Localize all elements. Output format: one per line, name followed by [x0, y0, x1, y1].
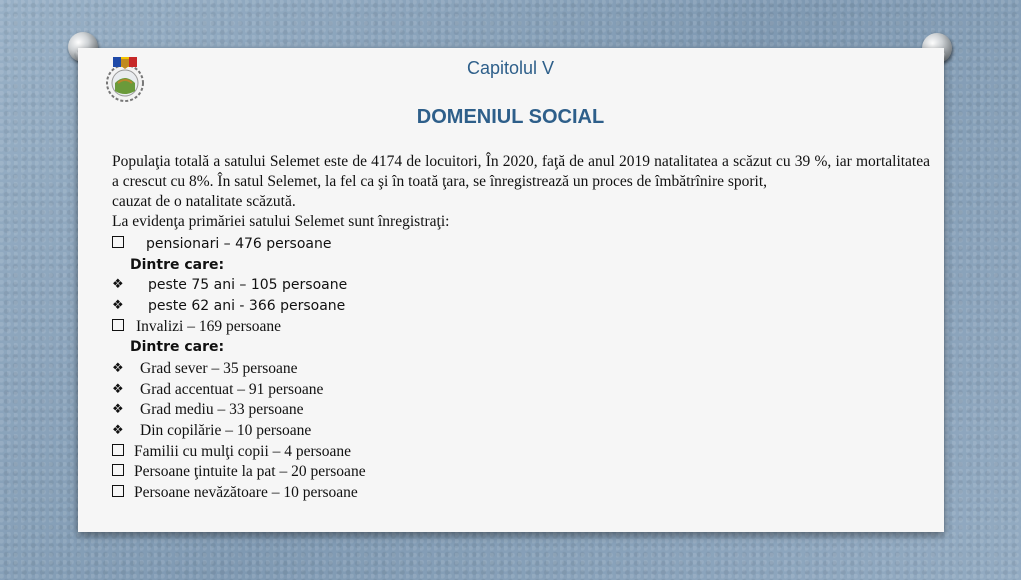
four-diamond-icon: ❖ — [112, 276, 124, 292]
list-item-text: Grad mediu – 33 persoane — [140, 401, 304, 418]
four-diamond-icon: ❖ — [112, 422, 124, 438]
checkbox-square-icon — [112, 444, 124, 456]
sublist-heading: Dintre care: — [130, 257, 225, 273]
list-item — [112, 381, 323, 399]
checkbox-square-icon — [112, 236, 124, 248]
list-item — [112, 422, 311, 440]
page-title: DOMENIUL SOCIAL — [416, 106, 605, 128]
four-diamond-icon: ❖ — [112, 401, 124, 417]
list-item — [112, 401, 304, 419]
list-item — [112, 360, 298, 378]
list-item — [112, 318, 281, 336]
list-item-text: Invalizi – 169 persoane — [136, 318, 282, 335]
registry-text: La evidenţa primăriei satului Selemet sunt înregistraţi: — [112, 213, 450, 230]
list-item-text: Persoane ţintuite la pat – 20 persoane — [134, 463, 366, 480]
checkbox-square-icon — [112, 464, 124, 476]
list-item-text: pensionari – 476 persoane — [146, 236, 332, 252]
four-diamond-icon: ❖ — [112, 297, 124, 313]
list-item-text: peste 62 ani - 366 persoane — [148, 298, 346, 314]
checkbox-square-icon — [112, 485, 124, 497]
list-item — [112, 277, 347, 293]
list-item-text: Persoane nevăzătoare – 10 persoane — [134, 484, 358, 501]
list-item-text: Grad sever – 35 persoane — [140, 360, 298, 377]
list-item — [112, 298, 345, 314]
list-item — [112, 484, 358, 502]
sublist-heading: Dintre care: — [130, 339, 225, 355]
list-item-text: peste 75 ani – 105 persoane — [148, 277, 348, 293]
list-item-text: Familii cu mulţi copii – 4 persoane — [134, 443, 351, 460]
list-item — [112, 463, 366, 481]
list-item-text: Din copilărie – 10 persoane — [140, 422, 312, 439]
four-diamond-icon: ❖ — [112, 360, 124, 376]
intro-text-line1: Populaţia totală a satului Selemet este de 4174 de locuitori, În 2020, faţă de anul 2019 natalitatea a scăzut cu 39 %, iar mortalitatea a crescut cu 8%. În satul Selemet, la fel ca şi în toată ţara, se înregistrează un proces de îmbătrînire sporit, — [112, 153, 930, 190]
four-diamond-icon: ❖ — [112, 381, 124, 397]
intro-paragraph — [112, 152, 930, 232]
list-item — [112, 443, 351, 461]
checkbox-square-icon — [112, 319, 124, 331]
list-item-text: Grad accentuat – 91 persoane — [140, 381, 324, 398]
intro-text-line2: cauzat de o natalitate scăzută. — [112, 193, 296, 210]
chapter-heading: Capitolul V — [466, 58, 555, 78]
list-item — [112, 236, 331, 252]
